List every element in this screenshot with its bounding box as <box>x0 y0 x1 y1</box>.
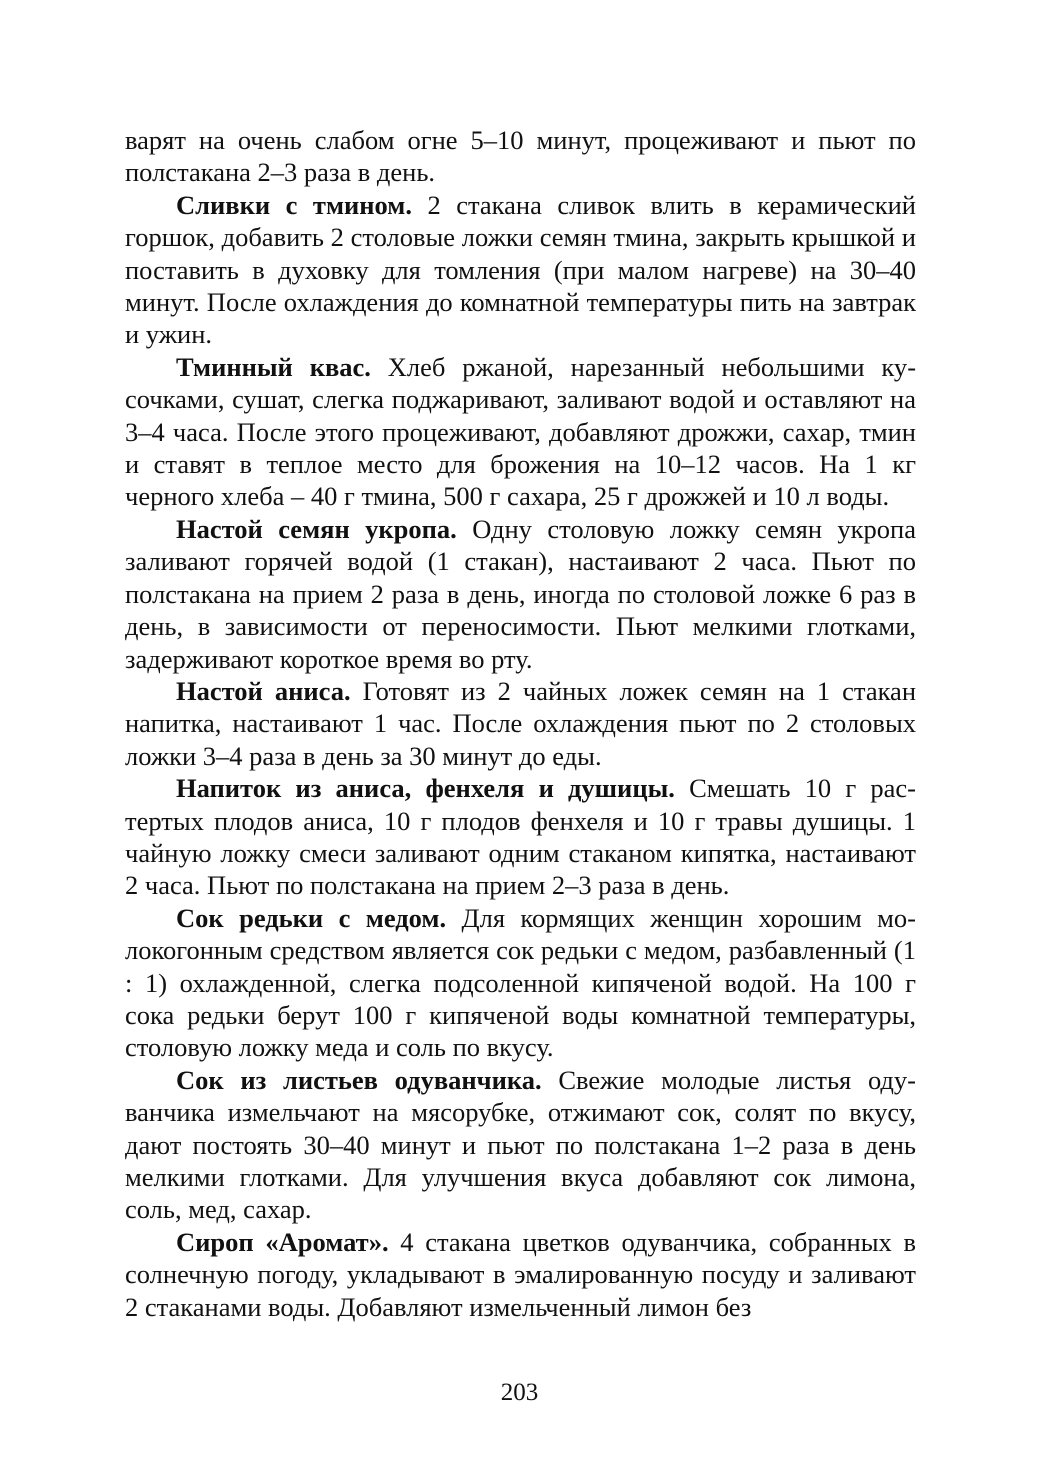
paragraph-text: Свежие молодые листья одуванчика измельчают на мясорубке, отжимают сок, солят по вкусу, дают постоять 30–40 минут и пьют по полстакана 1–2 раза в день мелкими глотками. Для улучшения вкуса добавляют сок лимона, соль, мед, сахар. <box>125 1064 916 1225</box>
paragraph-text: Одну столовую ложку семян укропа заливают горячей водой (1 стакан), настаивают 2 часа. Пьют по полстакана на прием 2 раза в день, иногда по столовой ложке 6 раз в день, в зависимости от переносимости. Пьют мелкими глотками, задерживают короткое время во рту. <box>125 513 917 674</box>
paragraph <box>125 675 916 772</box>
paragraph-text: 2 стакана сливок влить в керамический горшок, добавить 2 столовые ложки семян тмина, закрыть крышкой и поставить в духовку для томления (при малом нагреве) на 30–40 минут. После охлаждения до комнатной температуры пить на завтрак и ужин. <box>125 189 916 350</box>
paragraph-title: Сок из листьев одуванчика. <box>176 1064 542 1095</box>
paragraph <box>125 189 916 351</box>
paragraph-text: Для кормящих женщин хорошим молокогонным средством является сок редьки с медом, разбавленный (1 : 1) охлажденной, слегка подсоленной кипяченой водой. На 100 г сока редьки берут 100 г кипяченой воды комнатной температуры, столовую ложку меда и соль по вкусу. <box>125 902 916 1063</box>
paragraph-text: Готовят из 2 чайных ложек семян на 1 стакан напитка, настаивают 1 час. После охлаждения пьют по 2 столовых ложки 3–4 раза в день за 30 минут до еды. <box>125 675 916 771</box>
paragraph-title: Напиток из аниса, фенхеля и душицы. <box>176 773 675 804</box>
paragraph-title: Настой семян укропа. <box>176 513 457 544</box>
paragraph-title: Настой аниса. <box>176 675 351 706</box>
paragraph-title: Сироп «Аромат». <box>176 1226 389 1257</box>
paragraph <box>125 1226 916 1323</box>
paragraph <box>125 513 916 675</box>
paragraph <box>125 902 916 1064</box>
paragraph <box>125 124 916 189</box>
paragraph-text: 4 стакана цветков одуванчика, собранных в солнечную погоду, укладывают в эмалированную посуду и заливают 2 стаканами воды. Добавляют измельченный лимон без <box>125 1226 917 1322</box>
paragraph <box>125 1064 916 1226</box>
paragraph-title: Сок редьки с медом. <box>176 902 447 933</box>
paragraph <box>125 772 916 902</box>
paragraph-text: Смешать 10 г растертых плодов аниса, 10 г плодов фенхеля и 10 г травы душицы. 1 чайную ложку смеси заливают одним стаканом кипятка, настаивают 2 часа. Пьют по полстакана на прием 2–3 раза в день. <box>125 773 916 901</box>
paragraph <box>125 351 916 513</box>
paragraph-text: Хлеб ржаной, нарезанный небольшими кусочками, сушат, слегка поджаривают, заливают водой и оставляют на 3–4 часа. После этого процеживают, добавляют дрожжи, сахар, тмин и ставят в теплое место для брожения на 10–12 часов. На 1 кг черного хлеба – 40 г тмина, 500 г сахара, 25 г дрожжей и 10 л воды. <box>125 351 917 512</box>
paragraph-title: Тминный квас. <box>176 351 371 382</box>
page-number: 203 <box>500 1379 539 1406</box>
page-body <box>125 124 916 1323</box>
paragraph-text: варят на очень слабом огне 5–10 минут, процеживают и пьют по полстакана 2–3 раза в день. <box>125 125 916 188</box>
paragraph-title: Сливки с тмином. <box>176 189 412 220</box>
